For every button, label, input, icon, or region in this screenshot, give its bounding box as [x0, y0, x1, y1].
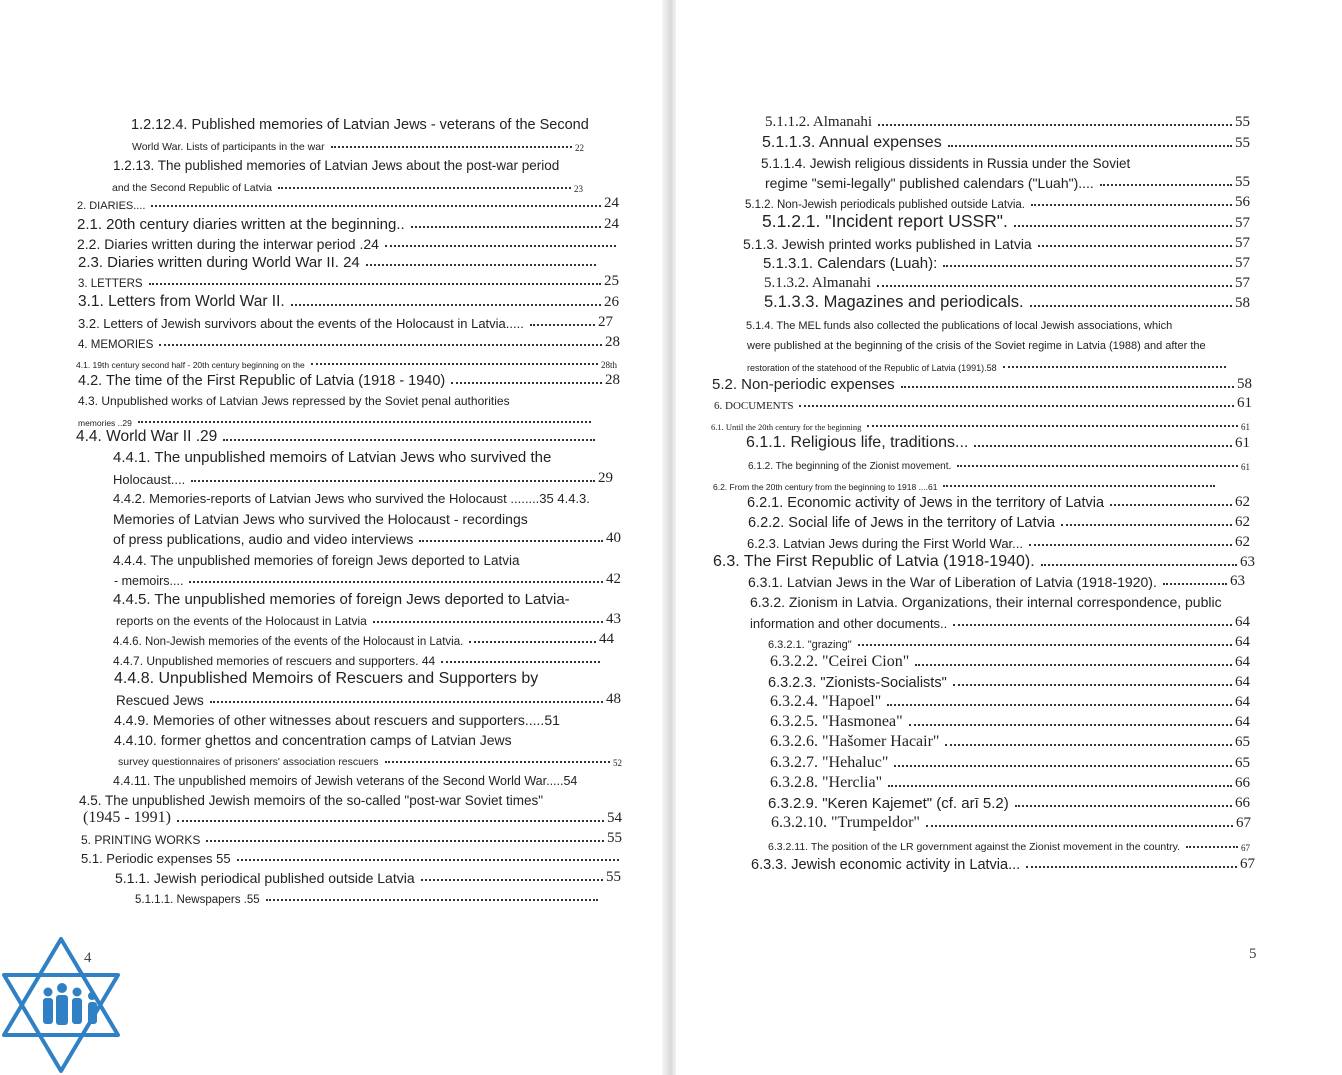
toc-page-number: 61 [1241, 422, 1250, 432]
toc-page-number: 64 [1235, 674, 1250, 690]
toc-entry-title: 6.2.3. Latvian Jews during the First World War... [747, 536, 1024, 551]
toc-entry [750, 588, 1228, 610]
toc-entry [748, 509, 1250, 531]
toc-page-number: 29 [598, 470, 613, 486]
toc-entry-title: restoration of the statehood of the Republic of Latvia (1991).58 [747, 363, 997, 373]
toc-page-number: 67 [1236, 815, 1251, 831]
dot-leader [421, 879, 603, 881]
toc-page-number: 61 [1235, 435, 1250, 451]
toc-entry [113, 646, 603, 668]
toc-entry-title: memories ..29 [78, 418, 132, 428]
toc-entry-title: 6.3.2.8. "Herclia" [770, 774, 883, 791]
toc-entry-title: 3.2. Letters of Jewish survivors about the events of the Holocaust in Latvia..... [78, 316, 524, 331]
dot-leader [191, 480, 595, 482]
toc-page-number: 55 [1235, 114, 1250, 130]
dot-leader [1026, 866, 1237, 868]
dot-leader [159, 344, 602, 346]
dot-leader [411, 226, 601, 228]
dot-leader [945, 744, 1232, 746]
toc-page-number: 67 [1240, 856, 1255, 872]
toc-entry-title: 4.3. Unpublished works of Latvian Jews repressed by the Soviet penal authorities [78, 394, 510, 408]
toc-entry-title: World War. Lists of participants in the war [132, 141, 325, 153]
toc-entry-title: (1945 - 1991) [83, 809, 171, 826]
toc-entry-title: information and other documents.. [750, 616, 948, 631]
toc-entry-title: 5.1.3.2. Almanahi [764, 275, 872, 291]
toc-entry [750, 609, 1250, 631]
toc-entry-title: Holocaust.... [113, 472, 186, 487]
toc-entry-title: Memories of Latvian Jews who survived the Holocaust - recordings [113, 511, 528, 527]
dot-leader [419, 540, 603, 542]
toc-entry [768, 831, 1250, 853]
left-page-number: 4 [84, 950, 92, 966]
toc-entry [114, 706, 593, 728]
toc-entry [115, 864, 621, 886]
toc-entry-title: 6.3.1. Latvian Jews in the War of Liberation of Latvia (1918-1920). [748, 574, 1157, 590]
toc-page-number: 24 [604, 216, 619, 232]
toc-entry [771, 810, 1251, 832]
toc-page-number: 57 [1235, 215, 1250, 231]
toc-entry [747, 351, 1229, 373]
toc-page-number: 28 [605, 372, 620, 388]
toc-entry-title: reports on the events of the Holocaust in Latvia [116, 614, 367, 628]
dot-leader [385, 245, 616, 247]
toc-entry [78, 386, 545, 408]
toc-page-number: 23 [574, 184, 583, 194]
toc-page-number: 55 [607, 830, 622, 846]
toc-entry [768, 629, 1250, 651]
toc-entry-title: 6.3.2.3. "Zionists-Socialists" [768, 675, 947, 691]
dot-leader [530, 324, 595, 326]
toc-page-number: 61 [1241, 462, 1250, 472]
toc-page-number: 64 [1235, 654, 1250, 670]
toc-entry-title: 6.2.1. Economic activity of Jews in the territory of Latvia [747, 495, 1105, 511]
toc-entry [748, 450, 1250, 472]
dot-leader [206, 840, 604, 842]
toc-entry-title: 5.1.1. Jewish periodical published outside Latvia [115, 870, 415, 886]
toc-entry [770, 770, 1250, 792]
toc-entry-title: 4. MEMORIES [78, 339, 154, 351]
toc-entry-title: 4.4.5. The unpublished memories of foreign Jews deported to Latvia- [113, 591, 570, 608]
toc-entry [83, 805, 622, 827]
toc-page-number: 44 [599, 631, 614, 647]
toc-entry [77, 190, 619, 212]
dot-leader [1100, 184, 1232, 186]
dot-leader [311, 363, 598, 365]
toc-entry-title: 5.1.2. Non-Jewish periodicals published outside Latvia. [745, 199, 1025, 211]
toc-entry-title: 5.1.2.1. "Incident report USSR". [762, 211, 1008, 231]
toc-entry [764, 290, 1250, 312]
right-page-number: 5 [1249, 946, 1257, 962]
toc-entry-title: 4.4.6. Non-Jewish memories of the events of the Holocaust in Latvia. [113, 636, 464, 648]
toc-page-number: 58 [1237, 376, 1252, 392]
toc-entry-title: 2.1. 20th century diaries written at the beginning.. [77, 216, 405, 233]
toc-page-number: 64 [1235, 714, 1250, 730]
left-page [0, 0, 668, 1075]
toc-page-number: 27 [598, 314, 613, 330]
toc-entry-title: 5.1.4. The MEL funds also collected the publications of local Jewish associations, which [746, 320, 1173, 332]
toc-entry-title: 4.4.11. The unpublished memoirs of Jewish veterans of the Second World War.....54 [113, 774, 578, 788]
toc-entry-title: 5.1.1.3. Annual expenses [762, 134, 942, 151]
dot-leader [943, 485, 1215, 487]
toc-entry-title: 3. LETTERS [78, 278, 143, 290]
dot-leader [877, 285, 1232, 287]
toc-entry-title: 4.4.8. Unpublished Memoirs of Rescuers and Supporters by [114, 670, 539, 687]
toc-entry-title: survey questionnaires of prisoners' association rescuers [118, 756, 379, 768]
toc-entry [745, 189, 1250, 211]
toc-entry [114, 566, 621, 588]
toc-entry-title: and the Second Republic of Latvia [112, 182, 272, 194]
toc-entry [78, 268, 619, 290]
toc-page-number: 57 [1235, 235, 1250, 251]
dot-leader [1061, 524, 1232, 526]
toc-entry [761, 149, 1166, 171]
toc-entry [81, 844, 622, 866]
toc-entry [78, 289, 619, 311]
toc-entry [76, 424, 598, 446]
dot-leader [926, 825, 1233, 827]
toc-entry [764, 270, 1250, 292]
toc-entry-title: 4.1. 19th century second half - 20th century beginning on the [76, 360, 305, 370]
dot-leader [1041, 564, 1237, 566]
toc-page-number: 28th [600, 360, 617, 370]
toc-entry-title: 2.3. Diaries written during World War II. 24 [78, 254, 360, 271]
dot-leader [1015, 805, 1232, 807]
toc-entry [747, 489, 1250, 511]
toc-page-number: 67 [1241, 843, 1250, 853]
toc-entry-title: 5.1.3. Jewish printed works published in Latvia [743, 236, 1032, 252]
toc-page-number: 57 [1235, 275, 1250, 291]
dot-leader [1003, 366, 1226, 368]
toc-entry-title: 4.4.4. The unpublished memories of foreign Jews deported to Latvia [113, 553, 520, 568]
toc-entry-title: 4.4.1. The unpublished memoirs of Latvian Jews who survived the [113, 449, 552, 466]
toc-page-number: 24 [604, 195, 619, 211]
toc-page-number: 62 [1235, 534, 1250, 550]
toc-entry-title: 3.1. Letters from World War II. [78, 293, 285, 310]
dot-leader [469, 641, 596, 643]
toc-entry [113, 766, 617, 788]
toc-entry [113, 525, 621, 547]
toc-page-number: 56 [1235, 194, 1250, 210]
toc-entry-title: 6.3.2.10. "Trumpeldor" [771, 814, 920, 831]
dot-leader [1186, 846, 1238, 848]
dot-leader [151, 205, 601, 207]
toc-entry [768, 669, 1250, 691]
toc-entry [770, 709, 1250, 731]
toc-entry [118, 746, 622, 768]
toc-entry [763, 250, 1250, 272]
toc-entry-title: 6.3.3. Jewish economic activity in Latvia... [751, 857, 1021, 873]
toc-entry [78, 309, 613, 331]
toc-entry-title: Rescued Jews [116, 693, 204, 708]
toc-page-number: 43 [606, 611, 621, 627]
toc-entry [751, 851, 1255, 873]
dot-leader [1029, 544, 1232, 546]
toc-entry [113, 151, 583, 173]
dot-leader [278, 187, 571, 189]
toc-page-number: 64 [1235, 614, 1250, 630]
toc-entry-title: 6.2. From the 20th century from the beginning to 1918 ....61 [713, 482, 938, 492]
dot-leader [1014, 225, 1232, 227]
toc-entry-title: 6.1.1. Religious life, traditions... [746, 434, 969, 451]
toc-entry-title: - memoirs.... [114, 574, 184, 588]
toc-entry [113, 586, 569, 608]
dot-leader [177, 820, 604, 822]
toc-page-number: 64 [1235, 694, 1250, 710]
dot-leader [366, 264, 596, 266]
dot-leader [894, 765, 1232, 767]
toc-entry-title: 6.2.2. Social life of Jews in the territory of Latvia [748, 515, 1056, 531]
dot-leader [1110, 504, 1232, 506]
dot-leader [799, 405, 1234, 407]
toc-entry-title: 6.3.2.7. "Hehaluc" [770, 754, 889, 771]
dot-leader [1031, 204, 1232, 206]
toc-entry-title: 4.4.2. Memories-reports of Latvian Jews who survived the Holocaust ........35 4.4.3. [113, 491, 590, 506]
dot-leader [909, 724, 1232, 726]
toc-entry-title: 2. DIARIES.... [77, 200, 146, 212]
toc-entry-title: 5.1.3.1. Calendars (Luah): [763, 255, 938, 272]
dot-leader [1030, 305, 1232, 307]
toc-entry-title: 5.1.1.2. Almanahi [765, 114, 873, 130]
toc-page-number: 64 [1235, 634, 1250, 650]
toc-entry-title: 1.2.12.4. Published memories of Latvian Jews - veterans of the Second [131, 117, 589, 133]
toc-entry [113, 484, 617, 506]
toc-entry-title: 5.1.1.4. Jewish religious dissidents in Russia under the Soviet [761, 156, 1131, 171]
toc-page-number: 55 [1235, 135, 1250, 151]
dot-leader [867, 425, 1238, 427]
dot-leader [943, 265, 1232, 267]
toc-page-number: 66 [1235, 775, 1250, 791]
toc-entry-title: 4.4.9. Memories of other witnesses about rescuers and supporters.....51 [114, 712, 560, 728]
toc-entry [113, 626, 614, 648]
toc-entry [132, 131, 584, 153]
toc-entry-title: 4.4.10. former ghettos and concentration camps of Latvian Jews [114, 732, 512, 748]
dot-leader [237, 859, 619, 861]
dot-leader [189, 581, 603, 583]
toc-entry-title: 5.2. Non-periodic expenses [712, 376, 895, 393]
dot-leader [901, 386, 1234, 388]
toc-page-number: 65 [1235, 755, 1250, 771]
dot-leader [957, 465, 1238, 467]
toc-page-number: 61 [1237, 395, 1252, 411]
right-page [676, 0, 1342, 1075]
dot-leader [953, 684, 1232, 686]
toc-page-number: 65 [1235, 734, 1250, 750]
toc-entry-title: 1.2.13. The published memories of Latvian Jews about the post-war period [113, 158, 560, 173]
toc-page-number: 63 [1240, 554, 1255, 570]
toc-page-number: 62 [1235, 494, 1250, 510]
toc-entry-title: 6.3.2.6. "Hašomer Hacair" [770, 733, 940, 750]
dot-leader [1038, 245, 1232, 247]
toc-entry-title: 6.3.2. Zionism in Latvia. Organizations, their internal correspondence, public [750, 594, 1222, 610]
toc-entry [135, 884, 601, 906]
dot-leader [138, 421, 591, 423]
toc-page-number: 42 [606, 571, 621, 587]
dot-leader [953, 624, 1232, 626]
toc-entry-title: were published at the beginning of the crisis of the Soviet regime in Latvia (1988) and after the [747, 340, 1206, 352]
toc-entry-title: of press publications, audio and video interviews [113, 531, 414, 547]
dot-leader [1163, 583, 1227, 585]
toc-entry [114, 726, 532, 748]
toc-entry [116, 686, 621, 708]
toc-entry [113, 444, 558, 466]
toc-entry-title: 5.1.3.3. Magazines and periodicals. [764, 293, 1024, 311]
dot-leader [915, 664, 1232, 666]
toc-page-number: 62 [1235, 514, 1250, 530]
dot-leader [451, 382, 602, 384]
toc-entry-title: 2.2. Diaries written during the interwar period .24 [77, 236, 379, 252]
toc-entry [762, 210, 1250, 232]
toc-entry-title: 6.3.2.9. "Keren Kajemet" (cf. arī 5.2) [768, 795, 1009, 812]
toc-entry-title: 5.1. Periodic expenses 55 [81, 851, 231, 866]
toc-page-number: 26 [604, 294, 619, 310]
star-of-david-logo [0, 935, 122, 1075]
toc-entry-title: 6.1. Until the 20th century for the beginning [711, 422, 862, 432]
toc-entry [770, 649, 1250, 671]
toc-entry-title: 6.3. The First Republic of Latvia (1918-1940). [713, 553, 1035, 570]
toc-page-number: 55 [606, 869, 621, 885]
toc-page-number: 57 [1235, 255, 1250, 271]
toc-entry-title: 4.2. The time of the First Republic of Latvia (1918 - 1940) [78, 373, 446, 389]
dot-leader [291, 304, 601, 306]
dot-leader [331, 146, 572, 148]
dot-leader [149, 283, 601, 285]
toc-page-number: 25 [604, 273, 619, 289]
toc-entry-title: regime "semi-legally" published calendars ("Luah").... [765, 175, 1094, 191]
toc-entry-title: 6.3.2.4. "Hapoel" [770, 693, 882, 710]
dot-leader [385, 761, 610, 763]
toc-entry-title: 4.5. The unpublished Jewish memoirs of the so-called "post-war Soviet times" [79, 793, 544, 808]
toc-entry-title: 5. PRINTING WORKS [81, 833, 201, 847]
toc-entry [116, 606, 621, 628]
toc-page-number: 28 [605, 334, 620, 350]
toc-entry [746, 430, 1250, 452]
dot-leader [441, 661, 600, 663]
toc-page-number: 22 [575, 143, 584, 153]
dot-leader [266, 899, 598, 901]
toc-entry [113, 505, 549, 527]
toc-entry [113, 546, 546, 568]
toc-page-number: 40 [606, 530, 621, 546]
toc-entry-title: 6.1.2. The beginning of the Zionist movement. [748, 461, 952, 472]
toc-entry [743, 230, 1250, 252]
toc-entry-title: 6.3.2.2. "Ceirei Cion" [770, 653, 910, 670]
toc-entry [747, 330, 1245, 352]
toc-page-number: 48 [606, 691, 621, 707]
dot-leader [887, 704, 1232, 706]
toc-entry [747, 529, 1250, 551]
toc-entry [770, 750, 1250, 772]
toc-page-number: 66 [1235, 795, 1250, 811]
dot-leader [858, 644, 1232, 646]
toc-entry-title: 6. DOCUMENTS [714, 400, 794, 412]
toc-entry [131, 111, 589, 133]
dot-leader [948, 145, 1232, 147]
toc-entry-title: 5.1.1.1. Newspapers .55 [135, 894, 260, 906]
toc-entry-title: 4.4. World War II .29 [76, 428, 218, 445]
toc-entry [768, 790, 1250, 812]
toc-entry [765, 109, 1250, 131]
toc-entry [746, 310, 1221, 332]
toc-entry [748, 568, 1245, 590]
toc-entry-title: 6.3.2.11. The position of the LR government against the Zionist movement in the country. [768, 841, 1181, 853]
dot-leader [888, 785, 1232, 787]
dot-leader [974, 445, 1232, 447]
toc-entry-title: 4.4.7. Unpublished memories of rescuers and supporters. 44 [113, 654, 436, 668]
toc-entry [114, 666, 542, 688]
toc-page-number: 54 [607, 810, 622, 826]
toc-entry [711, 410, 1250, 432]
toc-entry [765, 169, 1250, 191]
dot-leader [223, 439, 595, 441]
toc-page-number: 58 [1235, 295, 1250, 311]
toc-entry [770, 729, 1250, 751]
toc-page-number: 55 [1235, 174, 1250, 190]
toc-entry-title: 6.3.2.1. "grazing" [768, 639, 852, 651]
toc-entry [714, 390, 1252, 412]
dot-leader [373, 621, 603, 623]
dot-leader [210, 701, 603, 703]
toc-page-number: 63 [1230, 573, 1245, 589]
toc-entry-title: 6.3.2.5. "Hasmonea" [770, 713, 903, 730]
toc-entry [770, 689, 1250, 711]
dot-leader [878, 124, 1232, 126]
toc-page-number: 52 [613, 758, 622, 768]
